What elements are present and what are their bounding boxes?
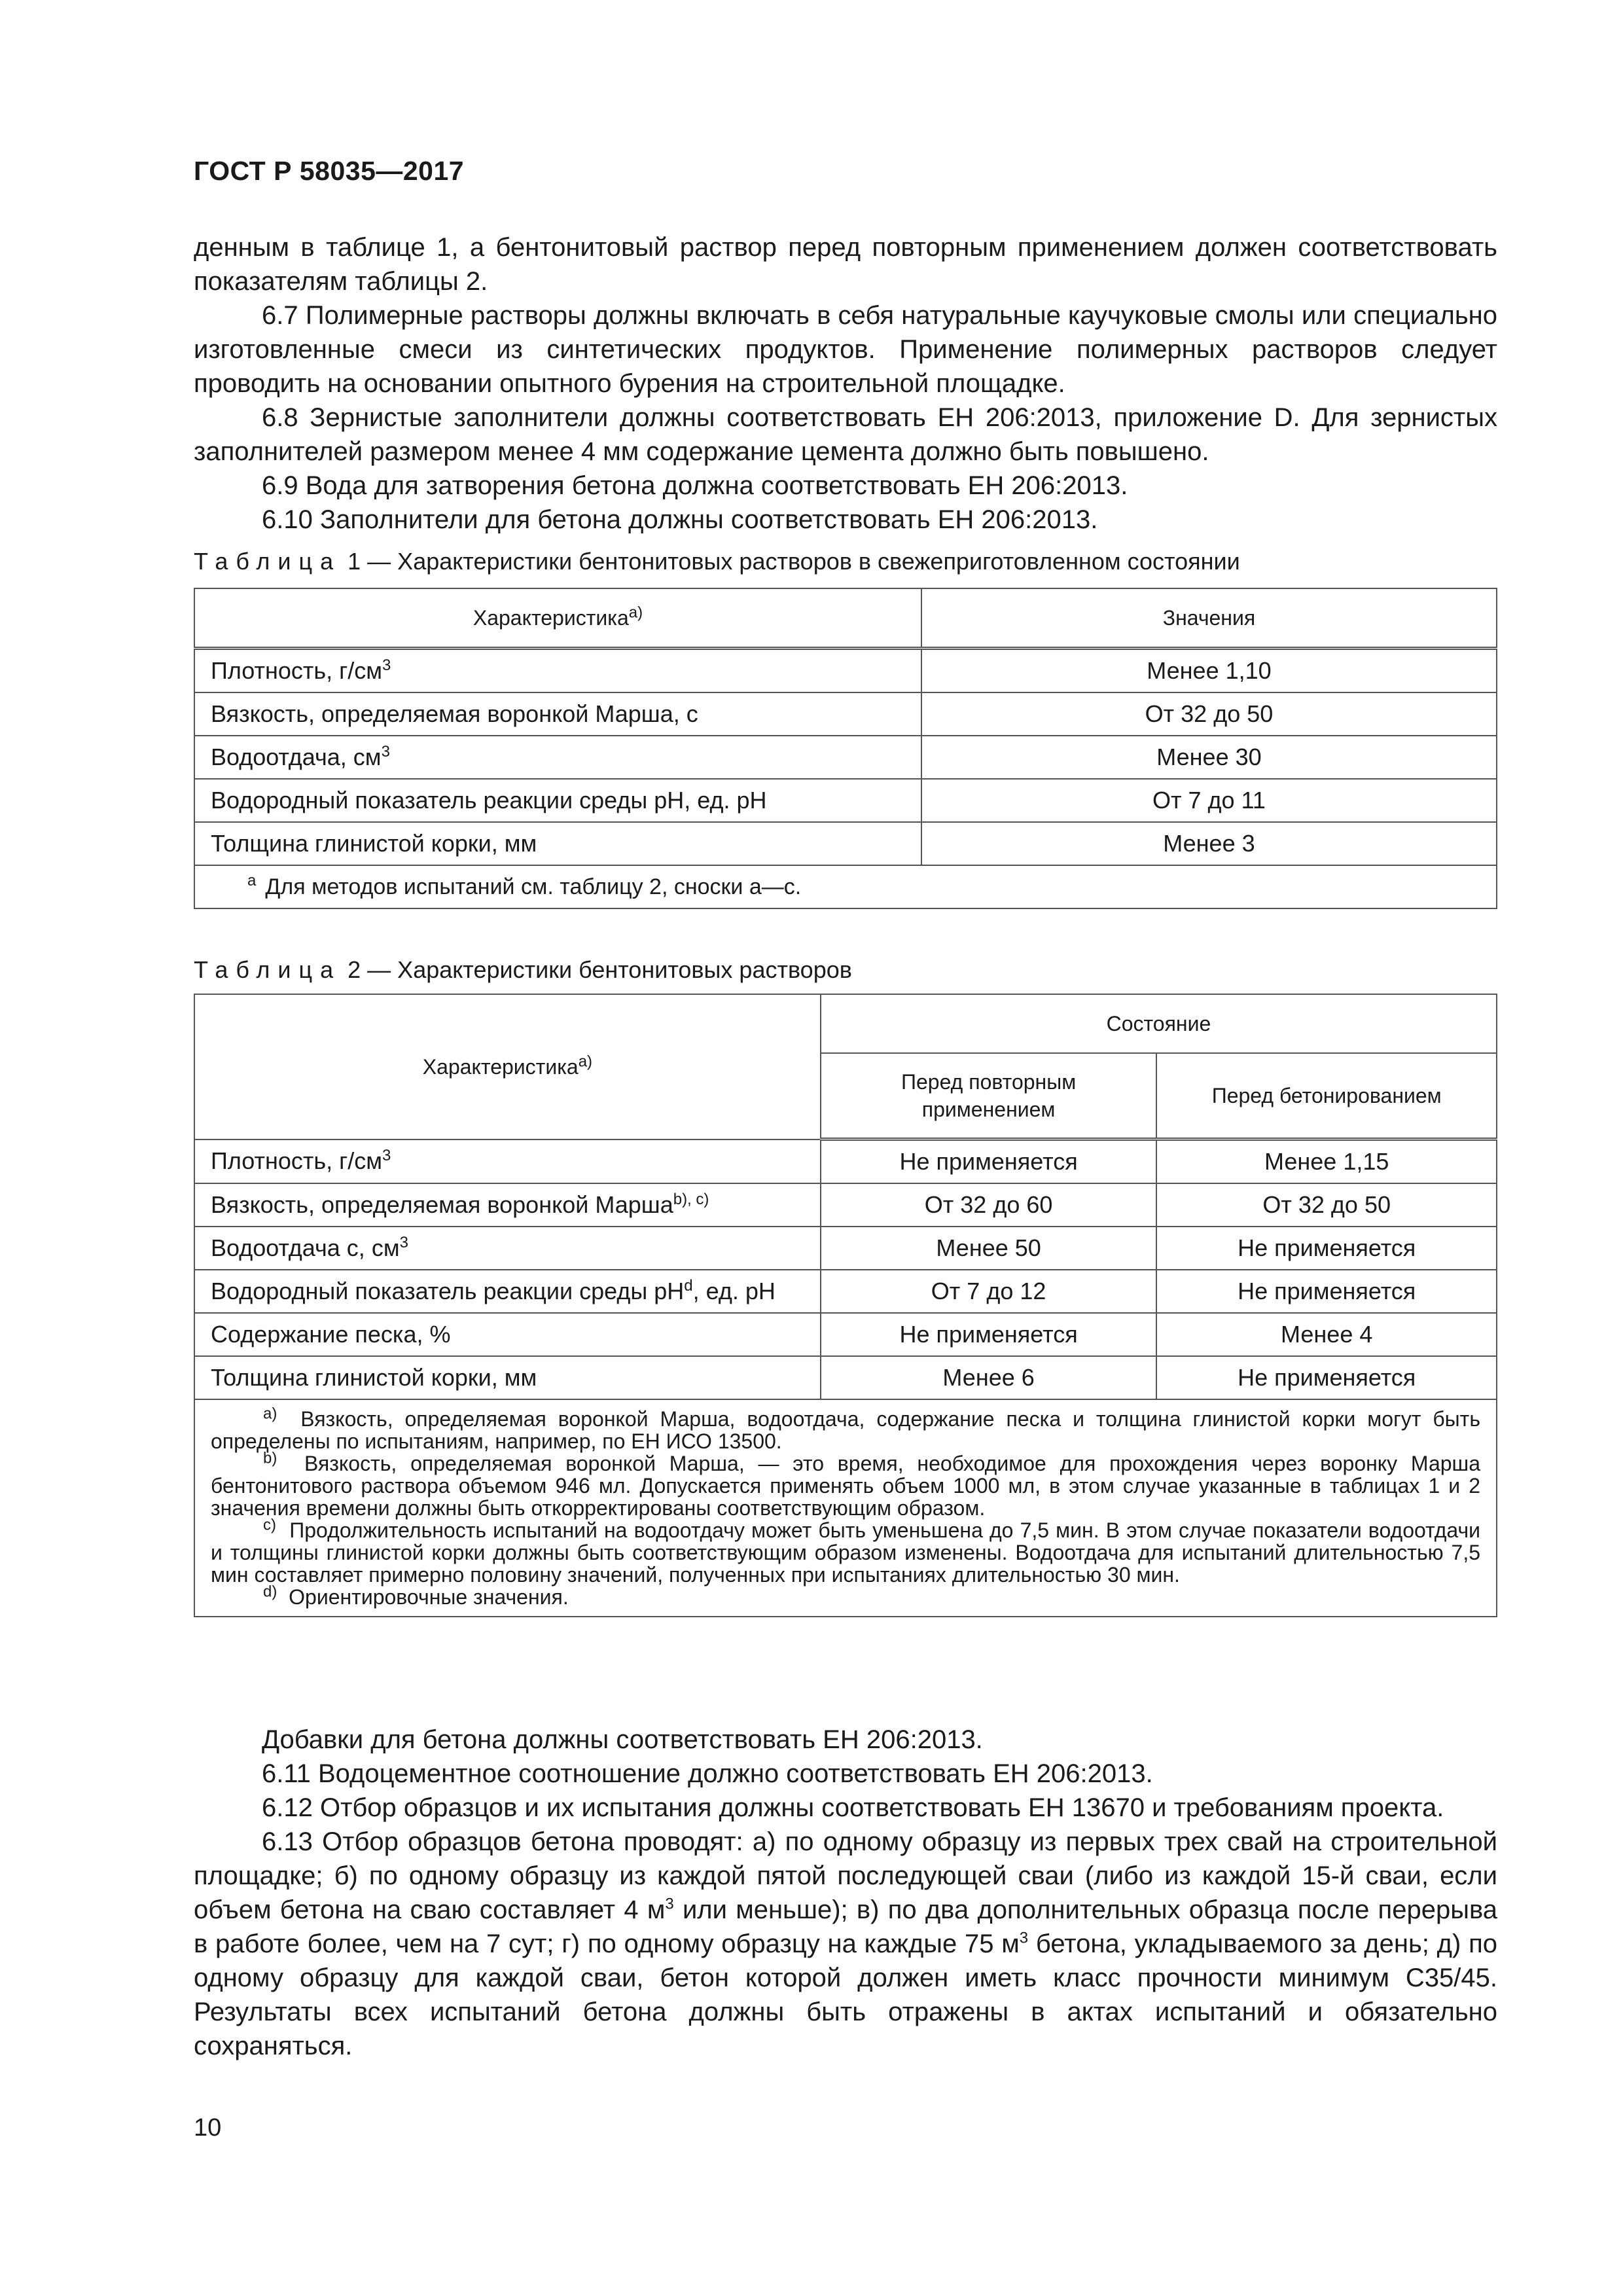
table2-cell-before-concreting: От 32 до 50 — [1156, 1183, 1497, 1227]
table-row — [194, 822, 1497, 865]
table2-footnotes-row — [194, 1399, 1497, 1617]
table-row — [194, 692, 1497, 736]
table2-footnote-d: $^{d)}$ Ориентировочные значения. — [263, 1583, 569, 1609]
table1-header-row — [194, 588, 1497, 649]
table1-cell-value: Менее 30 — [921, 736, 1497, 779]
table2-cell-before-reuse: От 32 до 60 — [821, 1183, 1157, 1227]
table2-cell-before-reuse: Не применяется — [821, 1139, 1157, 1184]
table2-footnote-c: $^{c)}$ Продолжительность испытаний на водоотдачу может быть уменьшена до 7,5 мин. В этом случае показатели водоотдачи и толщины глинистой корки должны быть соответствующим образом изменены. Водоотдача для испытаний длительностью 7,5 мин составляет примерно половину значений, полученных при испытаниях длительностью 30 мин. — [211, 1516, 1481, 1587]
paragraph-6-7: 6.7 Полимерные растворы должны включать в себя натуральные каучуковые смолы или специально изготовленные смеси из синтетических продуктов. Применение полимерных растворов следует проводить на основании опытного бурения на строительной площадке. — [194, 301, 1497, 398]
table2-caption — [194, 956, 852, 984]
table1-caption — [194, 547, 1240, 576]
table2-cell-before-concreting: Менее 1,15 — [1156, 1139, 1497, 1184]
table1-cell-label: Водородный показатель реакции среды pH, ед. pH — [194, 779, 921, 822]
table2 — [194, 994, 1497, 1617]
table1-cell-label: Водоотдача, $см^3$ — [194, 736, 921, 779]
table1-caption-word: Таблица — [194, 548, 342, 575]
table2-header-state: Состояние — [821, 994, 1497, 1053]
table1-caption-text: 1 — Характеристики бентонитовых растворов в свежеприготовленном состоянии — [341, 548, 1240, 575]
table1-footnote-row — [194, 865, 1497, 908]
table1-cell-label: Плотность, $г/см^3$ — [194, 649, 921, 693]
table2-footnote-b: $^{b)}$ Вязкость, определяемая воронкой Марша, — это время, необходимое для прохождения через воронку Марша бентонитового раствора объемом 946 мл. Допускается применять объем 1000 мл, в этом случае указанные в таблицах 1 и 2 значения времени должны быть откорректированы соответствующим образом. — [211, 1449, 1481, 1520]
table1-cell-label: Толщина глинистой корки, мм — [194, 822, 921, 865]
table2-cell-before-reuse: Не применяется — [821, 1313, 1157, 1356]
table-row — [194, 1313, 1497, 1356]
table-row — [194, 1183, 1497, 1227]
paragraph-6-9: 6.9 Вода для затворения бетона должна соответствовать ЕН 206:2013. — [262, 471, 1128, 500]
table-row — [194, 649, 1497, 693]
table2-cell-label: Толщина глинистой корки, мм — [194, 1356, 821, 1399]
table2-cell-before-reuse: Менее 50 — [821, 1227, 1157, 1270]
document-code-header: ГОСТ Р 58035—2017 — [194, 156, 465, 186]
paragraph-6-10: 6.10 Заполнители для бетона должны соответствовать ЕН 206:2013. — [262, 505, 1098, 534]
table2-cell-label: Плотность, $г/см^3$ — [194, 1139, 821, 1184]
table1-cell-value: Менее 1,10 — [921, 649, 1497, 693]
paragraph-additives: Добавки для бетона должны соответствовать ЕН 206:2013. — [262, 1725, 983, 1754]
table2-cell-label: Вязкость, определяемая воронкой Марша$^{b), c)}$ — [194, 1183, 821, 1227]
table1-cell-value: От 7 до 11 — [921, 779, 1497, 822]
table2-cell-before-concreting: Не применяется — [1156, 1270, 1497, 1313]
table2-header-characteristic: Характеристика$^{а)}$ — [194, 994, 821, 1139]
table2-cell-before-concreting: Менее 4 — [1156, 1313, 1497, 1356]
page-number: 10 — [194, 2114, 222, 2142]
table1-footnote: $^а$ Для методов испытаний см. таблицу 2, сноски а—с. — [194, 865, 1497, 908]
table1-header-characteristic: Характеристика$^{а)}$ — [194, 588, 921, 649]
table2-caption-text: 2 — Характеристики бентонитовых растворов — [341, 956, 852, 983]
table1-cell-value: От 32 до 50 — [921, 692, 1497, 736]
paragraph-6-12: 6.12 Отбор образцов и их испытания должны соответствовать ЕН 13670 и требованиям проекта. — [262, 1793, 1444, 1822]
bottom-text-block — [194, 1723, 1497, 2063]
table-row — [194, 1227, 1497, 1270]
paragraph-continuation: денным в таблице 1, а бентонитовый раствор перед повторным применением должен соответствовать показателям таблицы 2. — [194, 233, 1497, 296]
table-row — [194, 1270, 1497, 1313]
paragraph-6-11: 6.11 Водоцементное соотношение должно соответствовать ЕН 206:2013. — [262, 1759, 1153, 1788]
table-row — [194, 1356, 1497, 1399]
table2-cell-label: Содержание песка, % — [194, 1313, 821, 1356]
table1-header-values: Значения — [921, 588, 1497, 649]
table2-cell-label: Водородный показатель реакции среды $pH^d$, ед. pH — [194, 1270, 821, 1313]
top-text-block — [194, 230, 1497, 537]
table2-header-row-1 — [194, 994, 1497, 1053]
paragraph-6-8: 6.8 Зернистые заполнители должны соответствовать ЕН 206:2013, приложение D. Для зернистых заполнителей размером менее 4 мм содержание цемента должно быть повышено. — [194, 403, 1497, 466]
table1-cell-label: Вязкость, определяемая воронкой Марша, с — [194, 692, 921, 736]
paragraph-6-13: 6.13 Отбор образцов бетона проводят: а) по одному образцу из первых трех свай на строительной площадке; б) по одному образцу из каждой пятой последующей сваи (либо из каждой 15-й сваи, если объем бетона на сваю составляет 4 $м^3$ или меньше); в) по два дополнительных образца после перерыва в работе более, чем на 7 сут; г) по одному образцу на каждые 75 $м^3$ бетона, укладываемого за день; д) по одному образцу для каждой сваи, бетон которой должен иметь класс прочности минимум С35/45. Результаты всех испытаний бетона должны быть отражены в актах испытаний и обязательно сохраняться. — [194, 1827, 1497, 2060]
table-row — [194, 736, 1497, 779]
table2-footnote-a: $^{а)}$ Вязкость, определяемая воронкой Марша, водоотдача, содержание песка и толщина глинистой корки могут быть определены по испытаниям, например, по ЕН ИСО 13500. — [211, 1405, 1481, 1453]
table2-cell-before-concreting: Не применяется — [1156, 1227, 1497, 1270]
table2-caption-word: Таблица — [194, 956, 342, 983]
table2-footnotes — [194, 1399, 1497, 1617]
table-row — [194, 779, 1497, 822]
table-row — [194, 1139, 1497, 1184]
table2-cell-before-reuse: От 7 до 12 — [821, 1270, 1157, 1313]
table2-cell-before-concreting: Не применяется — [1156, 1356, 1497, 1399]
table1-cell-value: Менее 3 — [921, 822, 1497, 865]
table2-cell-before-reuse: Менее 6 — [821, 1356, 1157, 1399]
table2-cell-label: Водоотдача с, $см^3$ — [194, 1227, 821, 1270]
table1 — [194, 588, 1497, 909]
table2-header-before-concreting: Перед бетонированием — [1156, 1053, 1497, 1139]
table2-header-before-reuse: Перед повторным применением — [821, 1053, 1157, 1139]
